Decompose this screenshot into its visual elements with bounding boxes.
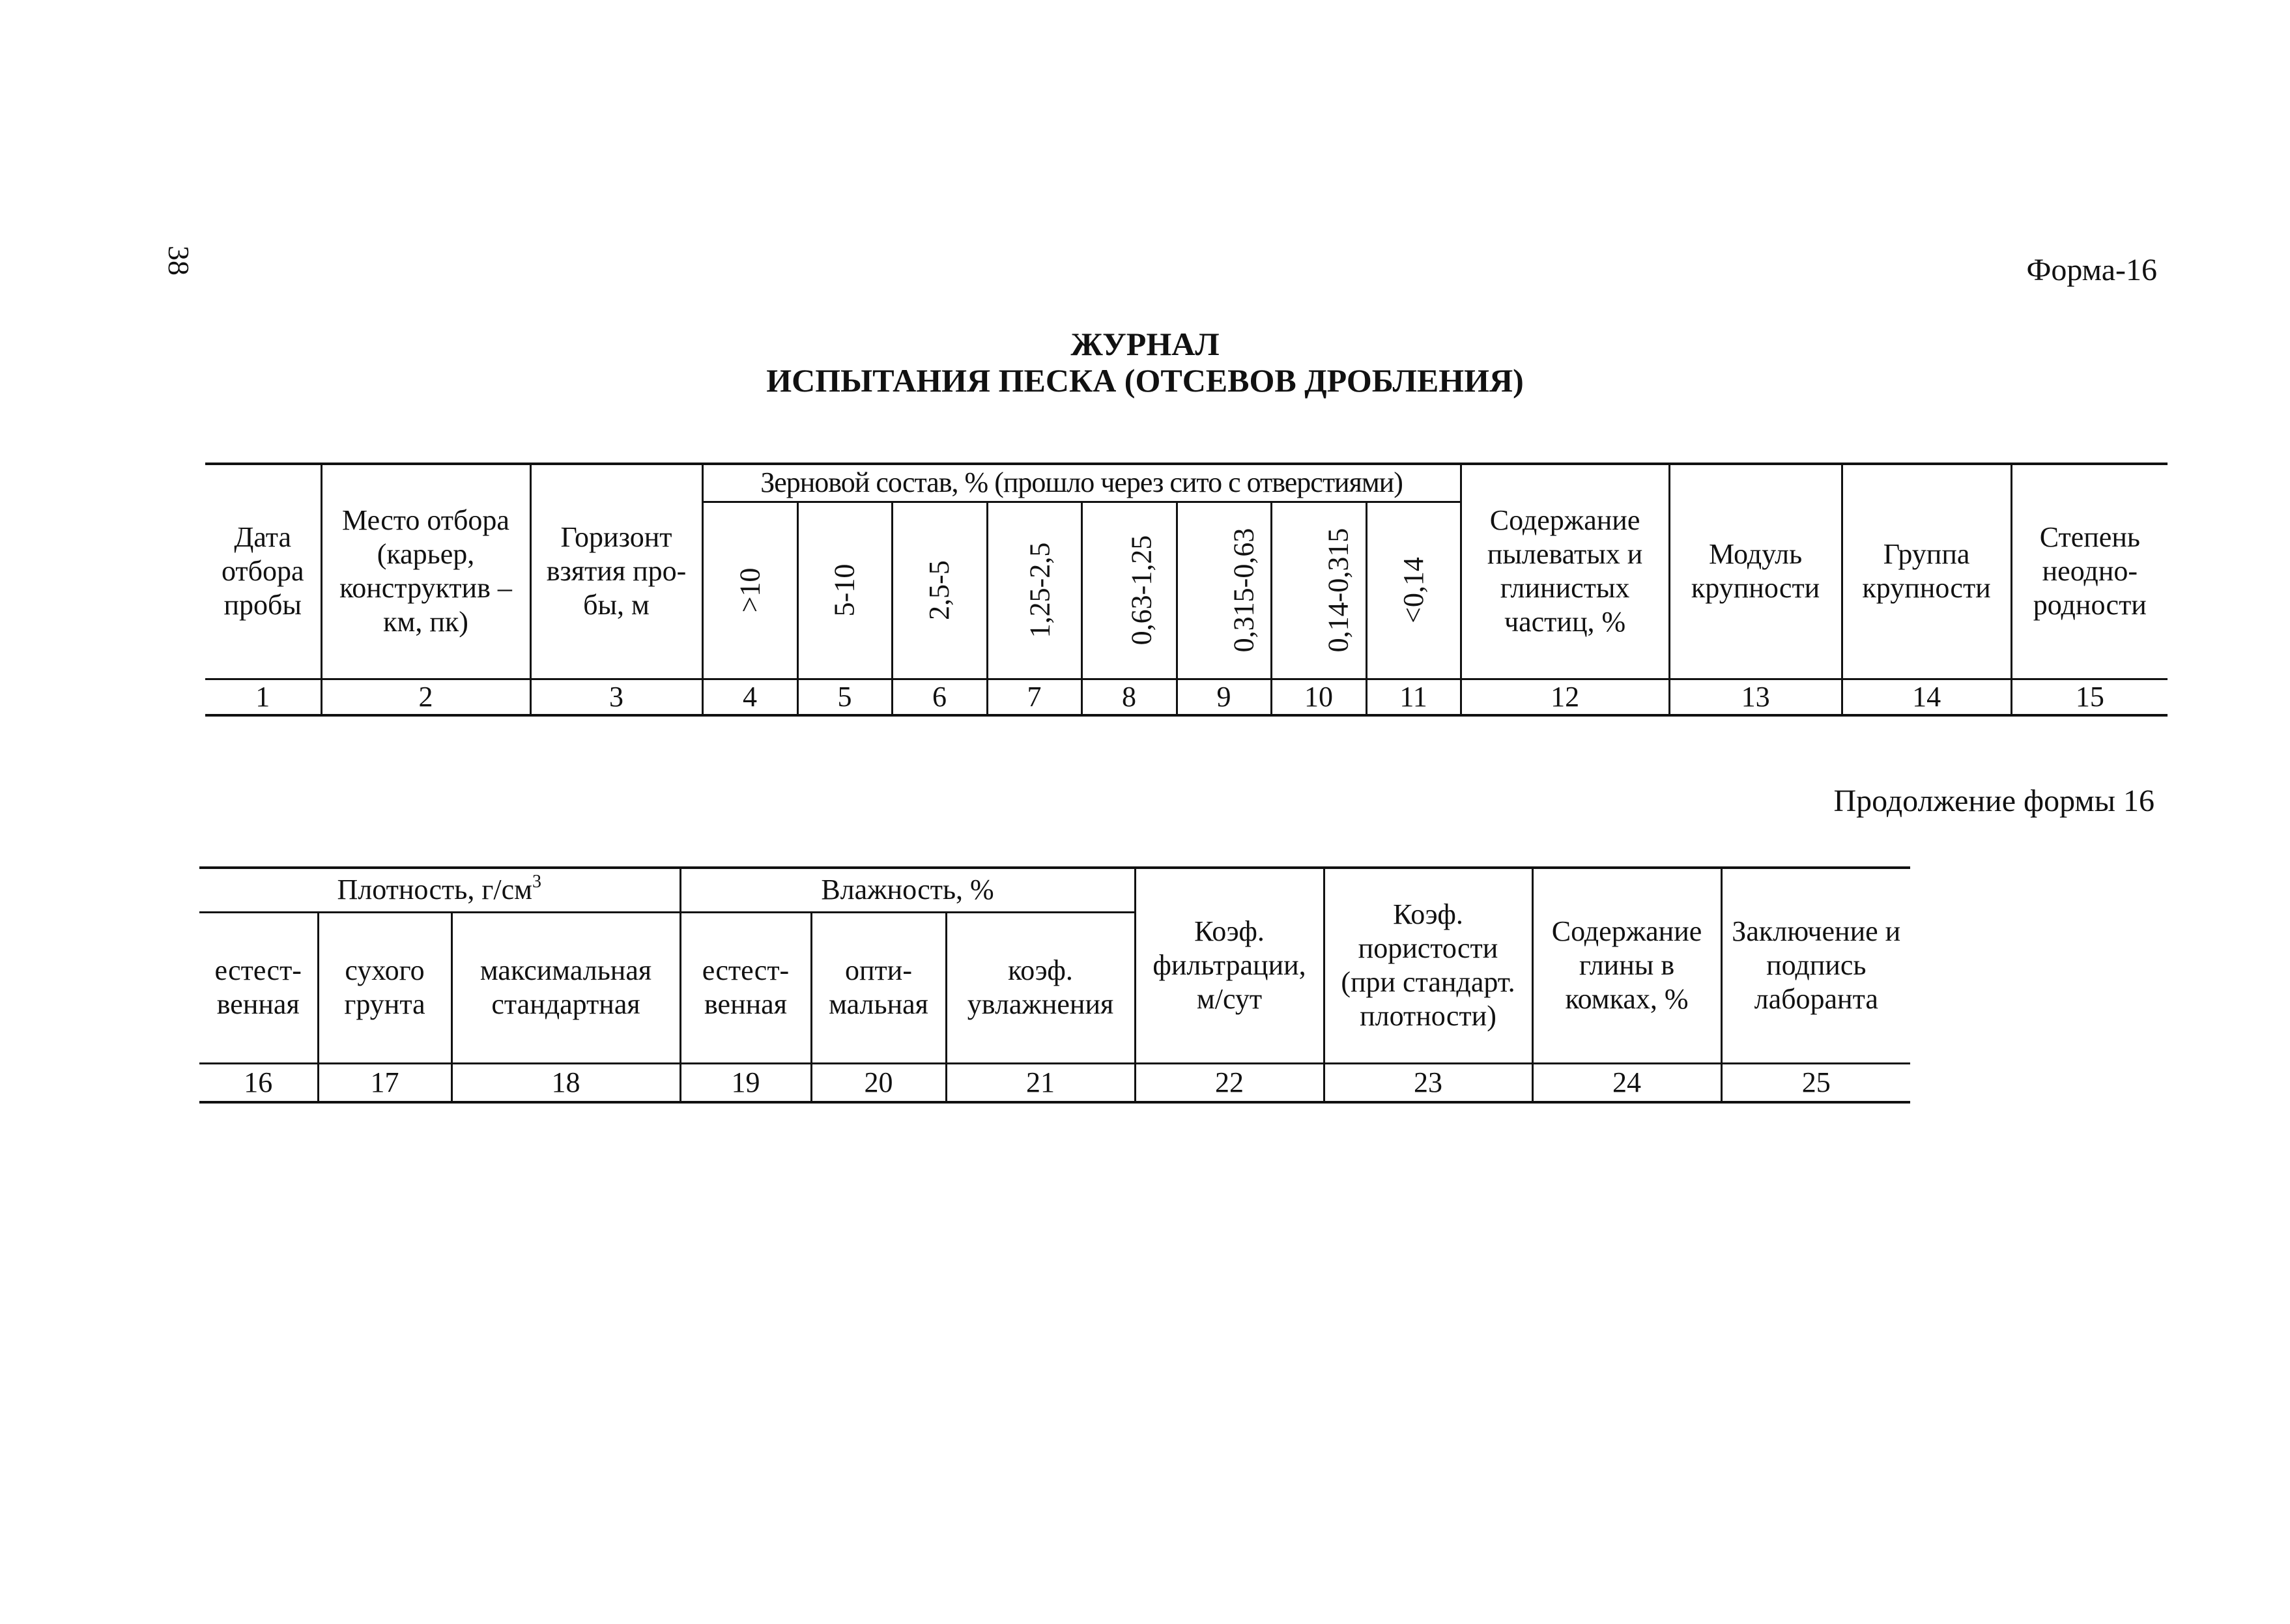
col-horizon-header: Горизонт взятия про-бы, м — [530, 464, 702, 679]
sieve-header: >10 — [702, 502, 797, 679]
page-number: 38 — [162, 246, 195, 276]
density-dry-header: сухого грунта — [318, 912, 451, 1063]
density-max-header: максимальная стандартная — [451, 912, 680, 1063]
column-number: 22 — [1135, 1063, 1324, 1102]
column-number: 11 — [1366, 679, 1461, 715]
sieve-header: 0,63-1,25 — [1081, 502, 1177, 679]
col-clay-header: Содержание глины в комках, % — [1532, 868, 1721, 1063]
column-number: 15 — [2011, 679, 2168, 715]
col-group-header: Группа крупности — [1842, 464, 2011, 679]
column-number: 19 — [680, 1063, 811, 1102]
column-number: 20 — [811, 1063, 946, 1102]
sieve-header: 0,315-0,63 — [1177, 502, 1271, 679]
column-number: 6 — [892, 679, 987, 715]
density-natural-header: естест-венная — [199, 912, 318, 1063]
form-label: Форма-16 — [2026, 253, 2157, 287]
column-number: 14 — [1842, 679, 2011, 715]
title-line-2: ИСПЫТАНИЯ ПЕСКА (ОТСЕВОВ ДРОБЛЕНИЯ) — [766, 362, 1524, 399]
col-nonuniformity-header: Степень неодно-родности — [2011, 464, 2168, 679]
column-number: 18 — [451, 1063, 680, 1102]
sieve-header: 2,5-5 — [892, 502, 987, 679]
col-filtration-header: Коэф. фильтрации, м/сут — [1135, 868, 1324, 1063]
grain-composition-header: Зерновой состав, % (прошло через сито с отверстиями) — [702, 464, 1461, 502]
col-place-header: Место отбора (карьер, конструктив – км, пк) — [321, 464, 530, 679]
continuation-table — [199, 866, 1910, 1104]
moisture-natural-header: естест-венная — [680, 912, 811, 1063]
column-number: 21 — [946, 1063, 1135, 1102]
moisture-coef-header: коэф. увлажнения — [946, 912, 1135, 1063]
sieve-header: 1,25-2,5 — [987, 502, 1081, 679]
sieve-header: 5-10 — [797, 502, 892, 679]
moisture-optimal-header: опти-мальная — [811, 912, 946, 1063]
column-number: 12 — [1461, 679, 1669, 715]
column-number: 5 — [797, 679, 892, 715]
column-number: 23 — [1324, 1063, 1532, 1102]
sieve-header: 0,14-0,315 — [1271, 502, 1366, 679]
continuation-label: Продолжение формы 16 — [1833, 784, 2154, 818]
col-porosity-header: Коэф. пористости (при стандарт. плотности) — [1324, 868, 1532, 1063]
col-dust-header: Содержание пылеватых и глинистых частиц, % — [1461, 464, 1669, 679]
sand-test-table — [205, 463, 2168, 717]
column-number: 2 — [321, 679, 530, 715]
column-number: 16 — [199, 1063, 318, 1102]
column-number: 8 — [1081, 679, 1177, 715]
column-number: 13 — [1669, 679, 1842, 715]
sieve-header: <0,14 — [1366, 502, 1461, 679]
density-group-header: Плотность, $г/см^3$ — [199, 868, 680, 912]
column-number: 10 — [1271, 679, 1366, 715]
title-line-1: ЖУРНАЛ — [1070, 326, 1220, 362]
column-number: 9 — [1177, 679, 1271, 715]
col-modulus-header: Модуль крупности — [1669, 464, 1842, 679]
column-number: 25 — [1721, 1063, 1910, 1102]
moisture-group-header: Влажность, % — [680, 868, 1135, 912]
column-number: 1 — [205, 679, 321, 715]
column-number: 7 — [987, 679, 1081, 715]
col-conclusion-header: Заключение и подпись лаборанта — [1721, 868, 1910, 1063]
column-number: 24 — [1532, 1063, 1721, 1102]
column-number: 4 — [702, 679, 797, 715]
column-number: 17 — [318, 1063, 451, 1102]
column-number: 3 — [530, 679, 702, 715]
col-date-header: Дата отбора пробы — [205, 464, 321, 679]
